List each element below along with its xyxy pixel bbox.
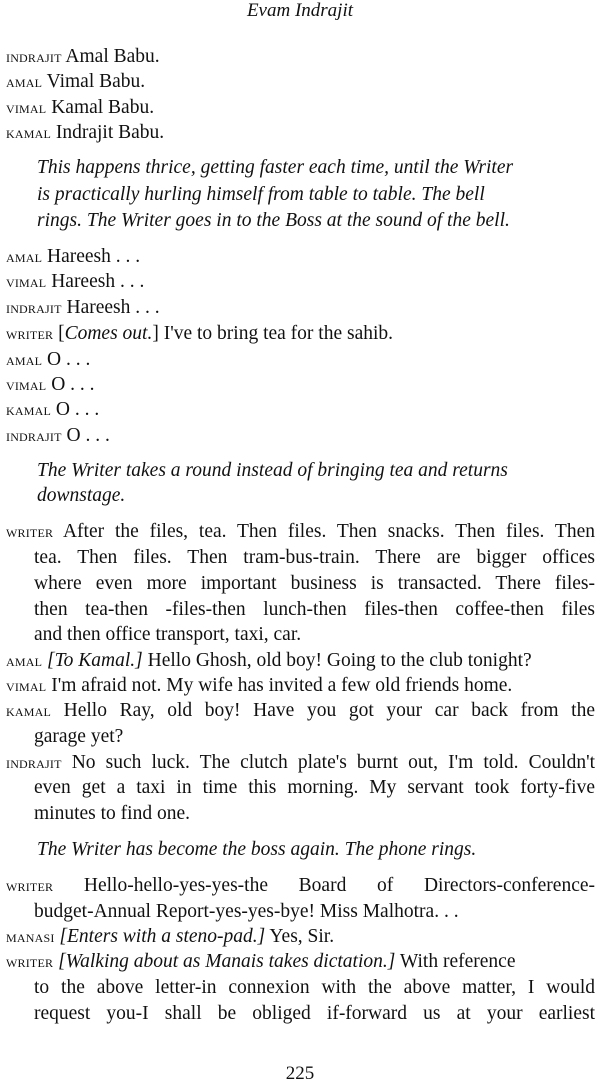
- speaker-name: AMAL: [6, 354, 43, 368]
- stage-direction-text: This happens thrice, getting faster each time, until the Writer: [37, 157, 514, 178]
- dialogue-text: Yes, Sir.: [265, 926, 335, 947]
- dialogue-text: to the above letter-in connexion with the above matter, I would: [34, 977, 595, 998]
- stage-direction-line: [37, 183, 563, 207]
- dialogue-continuation-line: [34, 546, 595, 570]
- speaker-name: KAMAL: [6, 127, 51, 141]
- speaker-name: INDRAJIT: [6, 302, 62, 316]
- dialogue-text: Hello Ghosh, old boy! Going to the club tonight?: [142, 650, 532, 671]
- dialogue-line: [6, 96, 595, 121]
- dialogue-text: After the files, tea. Then files. Then snacks. Then files. Then: [62, 521, 595, 542]
- speaker-name: KAMAL: [6, 705, 51, 719]
- stage-direction-line: [37, 156, 563, 180]
- dialogue-line: [6, 649, 595, 674]
- speaker-name: KAMAL: [6, 404, 51, 418]
- speaker-name: INDRAJIT: [6, 51, 62, 65]
- dialogue-text: Hello-hello-yes-yes-the Board of Directors-conference-: [83, 875, 595, 896]
- dialogue-line: [6, 70, 595, 95]
- dialogue-text: O . . .: [55, 399, 100, 420]
- inline-stage-direction: [Enters with a steno-pad.]: [59, 926, 266, 947]
- dialogue-text: tea. Then files. Then tram-bus-train. There are bigger offices: [34, 547, 595, 568]
- dialogue-text: I'm afraid not. My wife has invited a few old friends home.: [51, 675, 513, 696]
- dialogue-continuation-line: [34, 725, 595, 749]
- speaker-name: INDRAJIT: [6, 430, 62, 444]
- inline-stage-direction: Comes out.: [64, 323, 153, 344]
- dialogue-text: Hareesh . . .: [47, 246, 141, 267]
- dialogue-continuation-line: [34, 598, 595, 622]
- dialogue-line: [6, 296, 595, 321]
- dialogue-line: [6, 674, 595, 699]
- dialogue-text: O . . .: [47, 349, 91, 370]
- dialogue-continuation-line: [34, 976, 595, 1000]
- stage-direction-line: [37, 484, 563, 508]
- dialogue-continuation-line: [34, 802, 595, 826]
- dialogue-text: [: [58, 323, 65, 344]
- dialogue-continuation-line: [34, 776, 595, 800]
- speaker-name: WRITER: [6, 880, 54, 894]
- speaker-name: AMAL: [6, 76, 43, 90]
- dialogue-text: and then office transport, taxi, car.: [34, 624, 302, 645]
- dialogue-text: where even more important business is transacted. There files-: [34, 573, 595, 594]
- inline-stage-direction: [To Kamal.]: [47, 650, 143, 671]
- dialogue-line: [6, 245, 595, 270]
- dialogue-text: Indrajit Babu.: [55, 122, 165, 143]
- speaker-name: MANASI: [6, 931, 55, 945]
- dialogue-line: [6, 322, 595, 347]
- speaker-name: WRITER: [6, 956, 54, 970]
- dialogue-continuation-line: [34, 900, 595, 924]
- speaker-name: WRITER: [6, 526, 54, 540]
- dialogue-text: request you-I shall be obliged if-forward us at your earliest: [34, 1003, 595, 1024]
- speaker-name: VIMAL: [6, 680, 47, 694]
- speaker-name: INDRAJIT: [6, 757, 62, 771]
- dialogue-line: [6, 348, 595, 373]
- dialogue-continuation-line: [34, 1002, 595, 1026]
- dialogue-text: Hello Ray, old boy! Have you got your car back from the: [63, 700, 596, 721]
- stage-direction-text: The Writer takes a round instead of bringing tea and returns: [37, 460, 508, 481]
- dialogue-line: [6, 751, 595, 776]
- dialogue-text: then tea-then -files-then lunch-then files-then coffee-then files: [34, 599, 595, 620]
- dialogue-line: [6, 874, 595, 899]
- dialogue-line: [6, 398, 595, 423]
- dialogue-line: [6, 520, 595, 545]
- dialogue-text: budget-Annual Report-yes-yes-bye! Miss Malhotra. . .: [34, 901, 459, 922]
- dialogue-text: With reference: [395, 951, 516, 972]
- dialogue-text: even get a taxi in time this morning. My servant took forty-five: [34, 777, 595, 798]
- speaker-name: VIMAL: [6, 102, 47, 116]
- speaker-name: AMAL: [6, 251, 43, 265]
- dialogue-line: [6, 925, 595, 950]
- dialogue-text: Vimal Babu.: [46, 71, 146, 92]
- dialogue-line: [6, 373, 595, 398]
- stage-direction-text: rings. The Writer goes in to the Boss at the sound of the bell.: [37, 210, 510, 231]
- dialogue-line: [6, 270, 595, 295]
- stage-direction-line: [37, 209, 563, 233]
- dialogue-line: [6, 45, 595, 70]
- speaker-name: VIMAL: [6, 276, 47, 290]
- dialogue-continuation-line: [34, 572, 595, 596]
- dialogue-line: [6, 424, 595, 449]
- dialogue-line: [6, 121, 595, 146]
- inline-stage-direction: [Walking about as Manais takes dictation.]: [58, 951, 396, 972]
- dialogue-text: O . . .: [66, 425, 110, 446]
- dialogue-text: garage yet?: [34, 726, 124, 747]
- page-number: 225: [285, 1063, 315, 1084]
- speaker-name: AMAL: [6, 655, 43, 669]
- stage-direction-line: [37, 459, 563, 483]
- stage-direction-text: is practically hurling himself from table to table. The bell: [37, 184, 485, 205]
- running-header: Evam Indrajit: [246, 0, 354, 21]
- stage-direction-line: [37, 838, 563, 862]
- dialogue-text: Amal Babu.: [65, 46, 160, 67]
- dialogue-text: O . . .: [51, 374, 95, 395]
- speaker-name: WRITER: [6, 328, 54, 342]
- dialogue-line: [6, 699, 595, 724]
- dialogue-text: minutes to find one.: [34, 803, 190, 824]
- stage-direction-text: downstage.: [37, 485, 126, 506]
- dialogue-text: Kamal Babu.: [51, 97, 155, 118]
- dialogue-text: ] I've to bring tea for the sahib.: [152, 323, 394, 344]
- dialogue-continuation-line: [34, 623, 595, 647]
- speaker-name: VIMAL: [6, 379, 47, 393]
- dialogue-text: Hareesh . . .: [66, 297, 160, 318]
- stage-direction-text: The Writer has become the boss again. The phone rings.: [37, 839, 477, 860]
- dialogue-line: [6, 950, 595, 975]
- dialogue-text: Hareesh . . .: [51, 271, 145, 292]
- dialogue-text: No such luck. The clutch plate's burnt out, I'm told. Couldn't: [71, 752, 596, 773]
